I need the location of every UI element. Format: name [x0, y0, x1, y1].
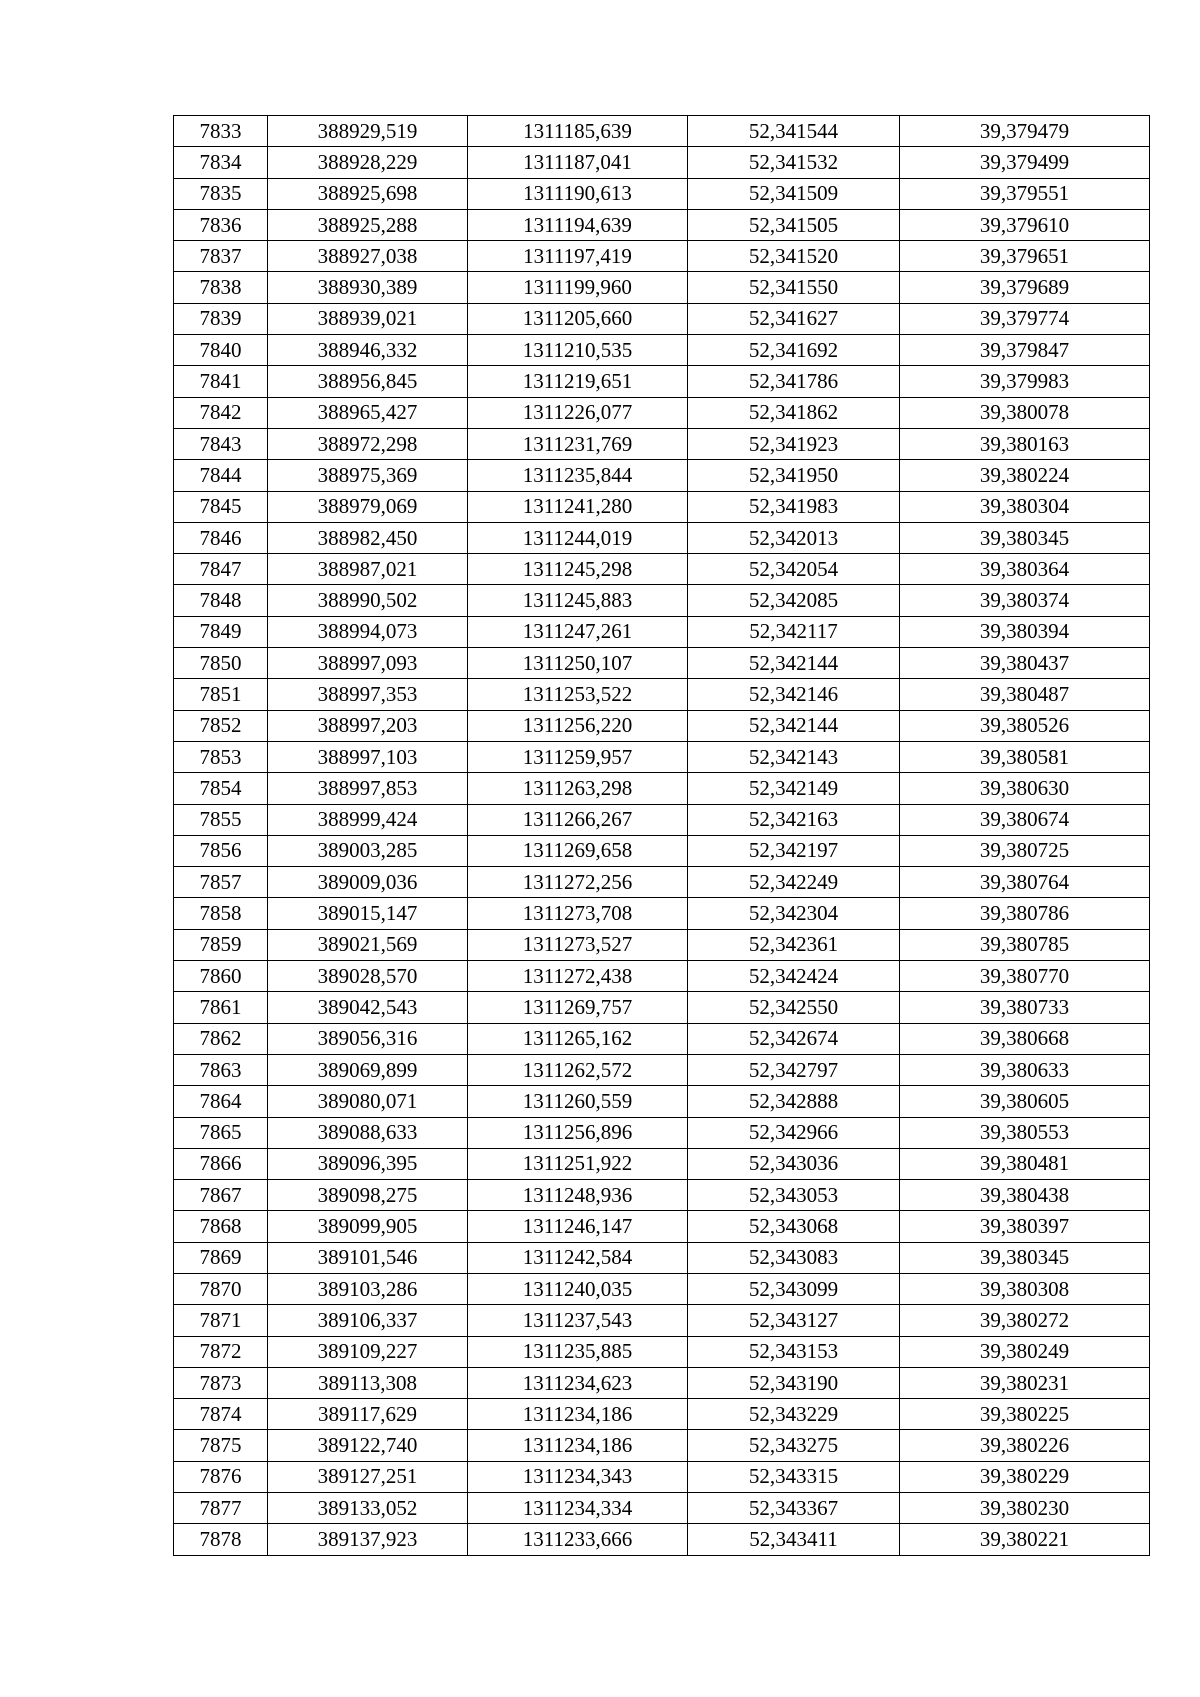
- table-row: [174, 428, 1150, 459]
- table-row: [174, 992, 1150, 1023]
- y-coordinate-cell: 1311262,572: [468, 1054, 688, 1085]
- latitude-cell: 52,342143: [688, 741, 900, 772]
- longitude-cell: 39,380225: [900, 1399, 1150, 1430]
- table-row: [174, 397, 1150, 428]
- latitude-cell: 52,342197: [688, 835, 900, 866]
- longitude-cell: 39,380481: [900, 1148, 1150, 1179]
- longitude-cell: 39,380668: [900, 1023, 1150, 1054]
- y-coordinate-cell: 1311266,267: [468, 804, 688, 835]
- table-row: [174, 867, 1150, 898]
- latitude-cell: 52,342797: [688, 1054, 900, 1085]
- table-row: [174, 178, 1150, 209]
- latitude-cell: 52,343036: [688, 1148, 900, 1179]
- point-number-cell: 7843: [174, 428, 268, 459]
- y-coordinate-cell: 1311241,280: [468, 491, 688, 522]
- point-number-cell: 7872: [174, 1336, 268, 1367]
- point-number-cell: 7860: [174, 961, 268, 992]
- y-coordinate-cell: 1311190,613: [468, 178, 688, 209]
- table-row: [174, 1273, 1150, 1304]
- point-number-cell: 7854: [174, 773, 268, 804]
- latitude-cell: 52,343053: [688, 1180, 900, 1211]
- longitude-cell: 39,379847: [900, 335, 1150, 366]
- point-number-cell: 7858: [174, 898, 268, 929]
- table-row: [174, 554, 1150, 585]
- table-row: [174, 1054, 1150, 1085]
- latitude-cell: 52,342550: [688, 992, 900, 1023]
- x-coordinate-cell: 388929,519: [268, 116, 468, 147]
- x-coordinate-cell: 388997,853: [268, 773, 468, 804]
- table-row: [174, 804, 1150, 835]
- x-coordinate-cell: 389133,052: [268, 1493, 468, 1524]
- latitude-cell: 52,342054: [688, 554, 900, 585]
- y-coordinate-cell: 1311237,543: [468, 1305, 688, 1336]
- longitude-cell: 39,380345: [900, 522, 1150, 553]
- point-number-cell: 7836: [174, 209, 268, 240]
- x-coordinate-cell: 388994,073: [268, 616, 468, 647]
- table-row: [174, 929, 1150, 960]
- table-row: [174, 303, 1150, 334]
- latitude-cell: 52,343083: [688, 1242, 900, 1273]
- x-coordinate-cell: 388997,103: [268, 741, 468, 772]
- x-coordinate-cell: 389113,308: [268, 1367, 468, 1398]
- latitude-cell: 52,343275: [688, 1430, 900, 1461]
- x-coordinate-cell: 388972,298: [268, 428, 468, 459]
- y-coordinate-cell: 1311272,438: [468, 961, 688, 992]
- y-coordinate-cell: 1311256,896: [468, 1117, 688, 1148]
- latitude-cell: 52,343127: [688, 1305, 900, 1336]
- table-row: [174, 1242, 1150, 1273]
- point-number-cell: 7865: [174, 1117, 268, 1148]
- x-coordinate-cell: 389003,285: [268, 835, 468, 866]
- point-number-cell: 7837: [174, 241, 268, 272]
- x-coordinate-cell: 388999,424: [268, 804, 468, 835]
- point-number-cell: 7853: [174, 741, 268, 772]
- longitude-cell: 39,380786: [900, 898, 1150, 929]
- x-coordinate-cell: 388997,203: [268, 710, 468, 741]
- point-number-cell: 7850: [174, 648, 268, 679]
- point-number-cell: 7838: [174, 272, 268, 303]
- latitude-cell: 52,341505: [688, 209, 900, 240]
- point-number-cell: 7834: [174, 147, 268, 178]
- point-number-cell: 7844: [174, 460, 268, 491]
- x-coordinate-cell: 389098,275: [268, 1180, 468, 1211]
- longitude-cell: 39,380078: [900, 397, 1150, 428]
- longitude-cell: 39,380674: [900, 804, 1150, 835]
- y-coordinate-cell: 1311245,883: [468, 585, 688, 616]
- point-number-cell: 7847: [174, 554, 268, 585]
- longitude-cell: 39,380438: [900, 1180, 1150, 1211]
- table-row: [174, 679, 1150, 710]
- x-coordinate-cell: 388927,038: [268, 241, 468, 272]
- latitude-cell: 52,343153: [688, 1336, 900, 1367]
- table-row: [174, 648, 1150, 679]
- x-coordinate-cell: 389080,071: [268, 1086, 468, 1117]
- y-coordinate-cell: 1311251,922: [468, 1148, 688, 1179]
- x-coordinate-cell: 389069,899: [268, 1054, 468, 1085]
- y-coordinate-cell: 1311256,220: [468, 710, 688, 741]
- point-number-cell: 7871: [174, 1305, 268, 1336]
- table-row: [174, 335, 1150, 366]
- x-coordinate-cell: 388965,427: [268, 397, 468, 428]
- longitude-cell: 39,379479: [900, 116, 1150, 147]
- y-coordinate-cell: 1311272,256: [468, 867, 688, 898]
- x-coordinate-cell: 389117,629: [268, 1399, 468, 1430]
- table-row: [174, 1086, 1150, 1117]
- point-number-cell: 7868: [174, 1211, 268, 1242]
- y-coordinate-cell: 1311187,041: [468, 147, 688, 178]
- y-coordinate-cell: 1311263,298: [468, 773, 688, 804]
- table-row: [174, 366, 1150, 397]
- longitude-cell: 39,380221: [900, 1524, 1150, 1555]
- latitude-cell: 52,341544: [688, 116, 900, 147]
- point-number-cell: 7846: [174, 522, 268, 553]
- x-coordinate-cell: 389088,633: [268, 1117, 468, 1148]
- table-row: [174, 1148, 1150, 1179]
- table-row: [174, 491, 1150, 522]
- longitude-cell: 39,380304: [900, 491, 1150, 522]
- table-row: [174, 585, 1150, 616]
- point-number-cell: 7876: [174, 1461, 268, 1492]
- y-coordinate-cell: 1311242,584: [468, 1242, 688, 1273]
- x-coordinate-cell: 389015,147: [268, 898, 468, 929]
- point-number-cell: 7873: [174, 1367, 268, 1398]
- point-number-cell: 7874: [174, 1399, 268, 1430]
- y-coordinate-cell: 1311260,559: [468, 1086, 688, 1117]
- point-number-cell: 7840: [174, 335, 268, 366]
- y-coordinate-cell: 1311205,660: [468, 303, 688, 334]
- latitude-cell: 52,341550: [688, 272, 900, 303]
- table-row: [174, 898, 1150, 929]
- latitude-cell: 52,343229: [688, 1399, 900, 1430]
- y-coordinate-cell: 1311269,658: [468, 835, 688, 866]
- y-coordinate-cell: 1311235,844: [468, 460, 688, 491]
- point-number-cell: 7862: [174, 1023, 268, 1054]
- longitude-cell: 39,380345: [900, 1242, 1150, 1273]
- longitude-cell: 39,380526: [900, 710, 1150, 741]
- table-row: [174, 1430, 1150, 1461]
- point-number-cell: 7841: [174, 366, 268, 397]
- longitude-cell: 39,380630: [900, 773, 1150, 804]
- x-coordinate-cell: 389101,546: [268, 1242, 468, 1273]
- latitude-cell: 52,343315: [688, 1461, 900, 1492]
- table-row: [174, 961, 1150, 992]
- point-number-cell: 7870: [174, 1273, 268, 1304]
- x-coordinate-cell: 389056,316: [268, 1023, 468, 1054]
- latitude-cell: 52,342888: [688, 1086, 900, 1117]
- table-row: [174, 1336, 1150, 1367]
- x-coordinate-cell: 388946,332: [268, 335, 468, 366]
- coordinates-table: [173, 115, 1150, 1556]
- latitude-cell: 52,342085: [688, 585, 900, 616]
- x-coordinate-cell: 388982,450: [268, 522, 468, 553]
- point-number-cell: 7857: [174, 867, 268, 898]
- latitude-cell: 52,342144: [688, 710, 900, 741]
- longitude-cell: 39,380397: [900, 1211, 1150, 1242]
- longitude-cell: 39,380437: [900, 648, 1150, 679]
- longitude-cell: 39,380733: [900, 992, 1150, 1023]
- table-row: [174, 1023, 1150, 1054]
- y-coordinate-cell: 1311234,623: [468, 1367, 688, 1398]
- table-row: [174, 741, 1150, 772]
- latitude-cell: 52,343190: [688, 1367, 900, 1398]
- longitude-cell: 39,380725: [900, 835, 1150, 866]
- latitude-cell: 52,343411: [688, 1524, 900, 1555]
- longitude-cell: 39,380374: [900, 585, 1150, 616]
- point-number-cell: 7842: [174, 397, 268, 428]
- y-coordinate-cell: 1311240,035: [468, 1273, 688, 1304]
- longitude-cell: 39,380249: [900, 1336, 1150, 1367]
- latitude-cell: 52,343099: [688, 1273, 900, 1304]
- y-coordinate-cell: 1311248,936: [468, 1180, 688, 1211]
- y-coordinate-cell: 1311253,522: [468, 679, 688, 710]
- point-number-cell: 7859: [174, 929, 268, 960]
- x-coordinate-cell: 389042,543: [268, 992, 468, 1023]
- x-coordinate-cell: 389106,337: [268, 1305, 468, 1336]
- x-coordinate-cell: 388997,353: [268, 679, 468, 710]
- x-coordinate-cell: 389137,923: [268, 1524, 468, 1555]
- x-coordinate-cell: 389021,569: [268, 929, 468, 960]
- point-number-cell: 7864: [174, 1086, 268, 1117]
- table-row: [174, 460, 1150, 491]
- y-coordinate-cell: 1311269,757: [468, 992, 688, 1023]
- y-coordinate-cell: 1311273,708: [468, 898, 688, 929]
- y-coordinate-cell: 1311245,298: [468, 554, 688, 585]
- latitude-cell: 52,341532: [688, 147, 900, 178]
- table-row: [174, 1493, 1150, 1524]
- table-row: [174, 1117, 1150, 1148]
- latitude-cell: 52,342249: [688, 867, 900, 898]
- longitude-cell: 39,380394: [900, 616, 1150, 647]
- longitude-cell: 39,380224: [900, 460, 1150, 491]
- x-coordinate-cell: 388925,288: [268, 209, 468, 240]
- x-coordinate-cell: 389009,036: [268, 867, 468, 898]
- longitude-cell: 39,380581: [900, 741, 1150, 772]
- longitude-cell: 39,380553: [900, 1117, 1150, 1148]
- longitude-cell: 39,379774: [900, 303, 1150, 334]
- y-coordinate-cell: 1311185,639: [468, 116, 688, 147]
- latitude-cell: 52,341627: [688, 303, 900, 334]
- x-coordinate-cell: 388987,021: [268, 554, 468, 585]
- x-coordinate-cell: 389103,286: [268, 1273, 468, 1304]
- x-coordinate-cell: 389109,227: [268, 1336, 468, 1367]
- table-row: [174, 1211, 1150, 1242]
- y-coordinate-cell: 1311234,343: [468, 1461, 688, 1492]
- y-coordinate-cell: 1311199,960: [468, 272, 688, 303]
- latitude-cell: 52,342146: [688, 679, 900, 710]
- y-coordinate-cell: 1311259,957: [468, 741, 688, 772]
- y-coordinate-cell: 1311219,651: [468, 366, 688, 397]
- longitude-cell: 39,380308: [900, 1273, 1150, 1304]
- table-row: [174, 241, 1150, 272]
- latitude-cell: 52,341692: [688, 335, 900, 366]
- y-coordinate-cell: 1311273,527: [468, 929, 688, 960]
- longitude-cell: 39,380163: [900, 428, 1150, 459]
- longitude-cell: 39,380605: [900, 1086, 1150, 1117]
- x-coordinate-cell: 388939,021: [268, 303, 468, 334]
- longitude-cell: 39,379689: [900, 272, 1150, 303]
- latitude-cell: 52,341950: [688, 460, 900, 491]
- point-number-cell: 7861: [174, 992, 268, 1023]
- latitude-cell: 52,343367: [688, 1493, 900, 1524]
- table-row: [174, 710, 1150, 741]
- latitude-cell: 52,341509: [688, 178, 900, 209]
- table-row: [174, 522, 1150, 553]
- longitude-cell: 39,379551: [900, 178, 1150, 209]
- x-coordinate-cell: 388956,845: [268, 366, 468, 397]
- point-number-cell: 7835: [174, 178, 268, 209]
- latitude-cell: 52,341983: [688, 491, 900, 522]
- longitude-cell: 39,380231: [900, 1367, 1150, 1398]
- y-coordinate-cell: 1311233,666: [468, 1524, 688, 1555]
- x-coordinate-cell: 389028,570: [268, 961, 468, 992]
- latitude-cell: 52,342013: [688, 522, 900, 553]
- x-coordinate-cell: 388930,389: [268, 272, 468, 303]
- table-row: [174, 1180, 1150, 1211]
- longitude-cell: 39,380272: [900, 1305, 1150, 1336]
- y-coordinate-cell: 1311194,639: [468, 209, 688, 240]
- latitude-cell: 52,341923: [688, 428, 900, 459]
- point-number-cell: 7875: [174, 1430, 268, 1461]
- point-number-cell: 7848: [174, 585, 268, 616]
- latitude-cell: 52,342424: [688, 961, 900, 992]
- longitude-cell: 39,379499: [900, 147, 1150, 178]
- table-row: [174, 1524, 1150, 1555]
- point-number-cell: 7877: [174, 1493, 268, 1524]
- longitude-cell: 39,379610: [900, 209, 1150, 240]
- y-coordinate-cell: 1311244,019: [468, 522, 688, 553]
- point-number-cell: 7833: [174, 116, 268, 147]
- point-number-cell: 7863: [174, 1054, 268, 1085]
- latitude-cell: 52,342361: [688, 929, 900, 960]
- longitude-cell: 39,380226: [900, 1430, 1150, 1461]
- table-row: [174, 147, 1150, 178]
- y-coordinate-cell: 1311197,419: [468, 241, 688, 272]
- y-coordinate-cell: 1311246,147: [468, 1211, 688, 1242]
- x-coordinate-cell: 389127,251: [268, 1461, 468, 1492]
- point-number-cell: 7855: [174, 804, 268, 835]
- latitude-cell: 52,342149: [688, 773, 900, 804]
- longitude-cell: 39,380785: [900, 929, 1150, 960]
- longitude-cell: 39,380764: [900, 867, 1150, 898]
- latitude-cell: 52,342144: [688, 648, 900, 679]
- longitude-cell: 39,380230: [900, 1493, 1150, 1524]
- x-coordinate-cell: 389096,395: [268, 1148, 468, 1179]
- longitude-cell: 39,379983: [900, 366, 1150, 397]
- y-coordinate-cell: 1311250,107: [468, 648, 688, 679]
- y-coordinate-cell: 1311235,885: [468, 1336, 688, 1367]
- latitude-cell: 52,341786: [688, 366, 900, 397]
- table-row: [174, 116, 1150, 147]
- longitude-cell: 39,380364: [900, 554, 1150, 585]
- latitude-cell: 52,342674: [688, 1023, 900, 1054]
- table-row: [174, 209, 1150, 240]
- x-coordinate-cell: 389122,740: [268, 1430, 468, 1461]
- longitude-cell: 39,380633: [900, 1054, 1150, 1085]
- point-number-cell: 7839: [174, 303, 268, 334]
- x-coordinate-cell: 388975,369: [268, 460, 468, 491]
- x-coordinate-cell: 388990,502: [268, 585, 468, 616]
- x-coordinate-cell: 388928,229: [268, 147, 468, 178]
- point-number-cell: 7852: [174, 710, 268, 741]
- y-coordinate-cell: 1311234,334: [468, 1493, 688, 1524]
- point-number-cell: 7845: [174, 491, 268, 522]
- table-row: [174, 1399, 1150, 1430]
- point-number-cell: 7849: [174, 616, 268, 647]
- latitude-cell: 52,342163: [688, 804, 900, 835]
- table-row: [174, 835, 1150, 866]
- y-coordinate-cell: 1311231,769: [468, 428, 688, 459]
- coordinates-table-body: [174, 116, 1150, 1556]
- y-coordinate-cell: 1311247,261: [468, 616, 688, 647]
- table-row: [174, 272, 1150, 303]
- table-row: [174, 1305, 1150, 1336]
- y-coordinate-cell: 1311226,077: [468, 397, 688, 428]
- table-row: [174, 1367, 1150, 1398]
- x-coordinate-cell: 389099,905: [268, 1211, 468, 1242]
- x-coordinate-cell: 388997,093: [268, 648, 468, 679]
- latitude-cell: 52,342117: [688, 616, 900, 647]
- longitude-cell: 39,380487: [900, 679, 1150, 710]
- table-row: [174, 1461, 1150, 1492]
- latitude-cell: 52,342966: [688, 1117, 900, 1148]
- table-row: [174, 616, 1150, 647]
- point-number-cell: 7878: [174, 1524, 268, 1555]
- x-coordinate-cell: 388979,069: [268, 491, 468, 522]
- longitude-cell: 39,380770: [900, 961, 1150, 992]
- point-number-cell: 7851: [174, 679, 268, 710]
- latitude-cell: 52,341862: [688, 397, 900, 428]
- point-number-cell: 7869: [174, 1242, 268, 1273]
- latitude-cell: 52,342304: [688, 898, 900, 929]
- table-row: [174, 773, 1150, 804]
- y-coordinate-cell: 1311265,162: [468, 1023, 688, 1054]
- y-coordinate-cell: 1311210,535: [468, 335, 688, 366]
- y-coordinate-cell: 1311234,186: [468, 1399, 688, 1430]
- latitude-cell: 52,343068: [688, 1211, 900, 1242]
- longitude-cell: 39,379651: [900, 241, 1150, 272]
- point-number-cell: 7867: [174, 1180, 268, 1211]
- longitude-cell: 39,380229: [900, 1461, 1150, 1492]
- point-number-cell: 7866: [174, 1148, 268, 1179]
- point-number-cell: 7856: [174, 835, 268, 866]
- y-coordinate-cell: 1311234,186: [468, 1430, 688, 1461]
- latitude-cell: 52,341520: [688, 241, 900, 272]
- x-coordinate-cell: 388925,698: [268, 178, 468, 209]
